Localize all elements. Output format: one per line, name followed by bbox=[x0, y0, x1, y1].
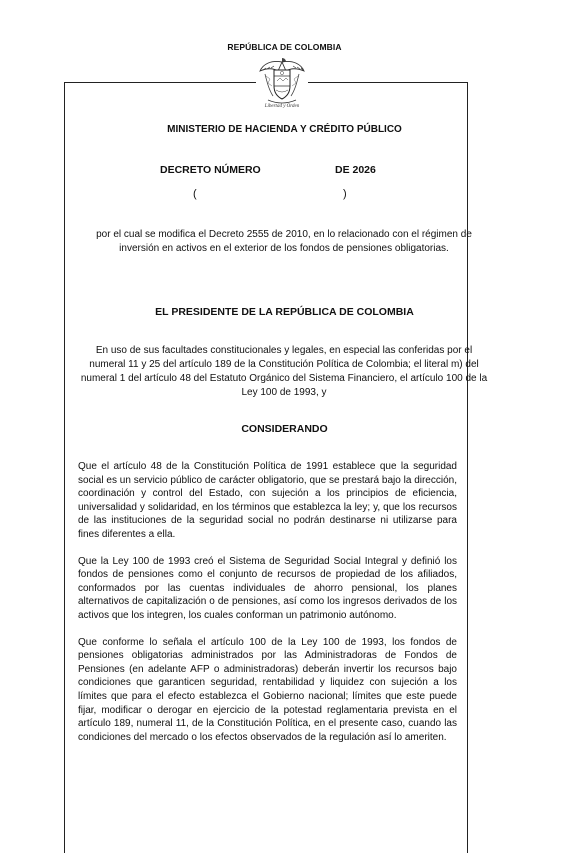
considerations-body bbox=[78, 460, 457, 757]
country-heading: REPÚBLICA DE COLOMBIA bbox=[227, 42, 342, 52]
president-heading: EL PRESIDENTE DE LA REPÚBLICA DE COLOMBIA bbox=[155, 306, 414, 318]
ministry-title: MINISTERIO DE HACIENDA Y CRÉDITO PÚBLICO bbox=[167, 124, 402, 135]
coat-of-arms-icon bbox=[259, 56, 305, 106]
consideration-paragraph: Que la Ley 100 de 1993 creó el Sistema de Seguridad Social Integral y definió los fondos de pensiones como el conjunto de recursos de propiedad de los afiliados, conformados por las cuentas individuales de ahorro pensional, los planes alternativos de capitalización o de pensiones, así como los ingresos derivados de los activos que los integren, los cuales conforman un patrimonio autónomo. bbox=[78, 555, 457, 621]
motto: Libertad y Orden bbox=[264, 104, 300, 109]
faculties-paragraph: En uso de sus facultades constitucionales y legales, en especial las conferidas por el numeral 11 y 25 del artículo 189 de la Constitución Política de Colombia; el literal m) del numeral 1 del artículo 48 del Estatuto Orgánico del Sistema Financiero, el artículo 100 de la Ley 100 de 1993, y bbox=[80, 345, 488, 398]
decree-epigraph: por el cual se modifica el Decreto 2555 de 2010, en lo relacionado con el régimen de inversión en activos en el exterior de los fondos de pensiones obligatorias. bbox=[96, 229, 472, 254]
decree-year: DE 2026 bbox=[335, 164, 376, 176]
considering-heading: CONSIDERANDO bbox=[241, 423, 328, 435]
decree-number-label: DECRETO NÚMERO bbox=[160, 164, 261, 176]
coat-of-arms bbox=[256, 56, 308, 118]
consideration-paragraph: Que conforme lo señala el artículo 100 de la Ley 100 de 1993, los fondos de pensiones obligatorias administrados por las Administradoras de Fondos de Pensiones (en adelante AFP o administradoras) deberán invertir los recursos bajo condiciones que garanticen seguridad, rentabilidad y liquidez con sujeción a los límites que para el efecto establezca el Gobierno nacional; límites que este puede fijar, modificar o derogar en ejercicio de la potestad reglamentaria prevista en el artículo 189, numeral 11, de la Constitución Política, en el presente caso, cuando las condiciones del mercado o los efectos observados de la regulación así lo ameriten. bbox=[78, 636, 457, 743]
decree-number-open-paren: ( bbox=[193, 188, 197, 200]
decree-number-close-paren: ) bbox=[343, 188, 347, 200]
consideration-paragraph: Que el artículo 48 de la Constitución Política de 1991 establece que la seguridad social es un servicio público de carácter obligatorio, que se prestará bajo la dirección, coordinación y control del Estado, con sujeción a los principios de eficiencia, universalidad y solidaridad, en los términos que establezca la ley; y, que los recursos de las instituciones de la seguridad social no podrán destinarse ni utilizarse para fines diferentes a ella. bbox=[78, 461, 457, 540]
